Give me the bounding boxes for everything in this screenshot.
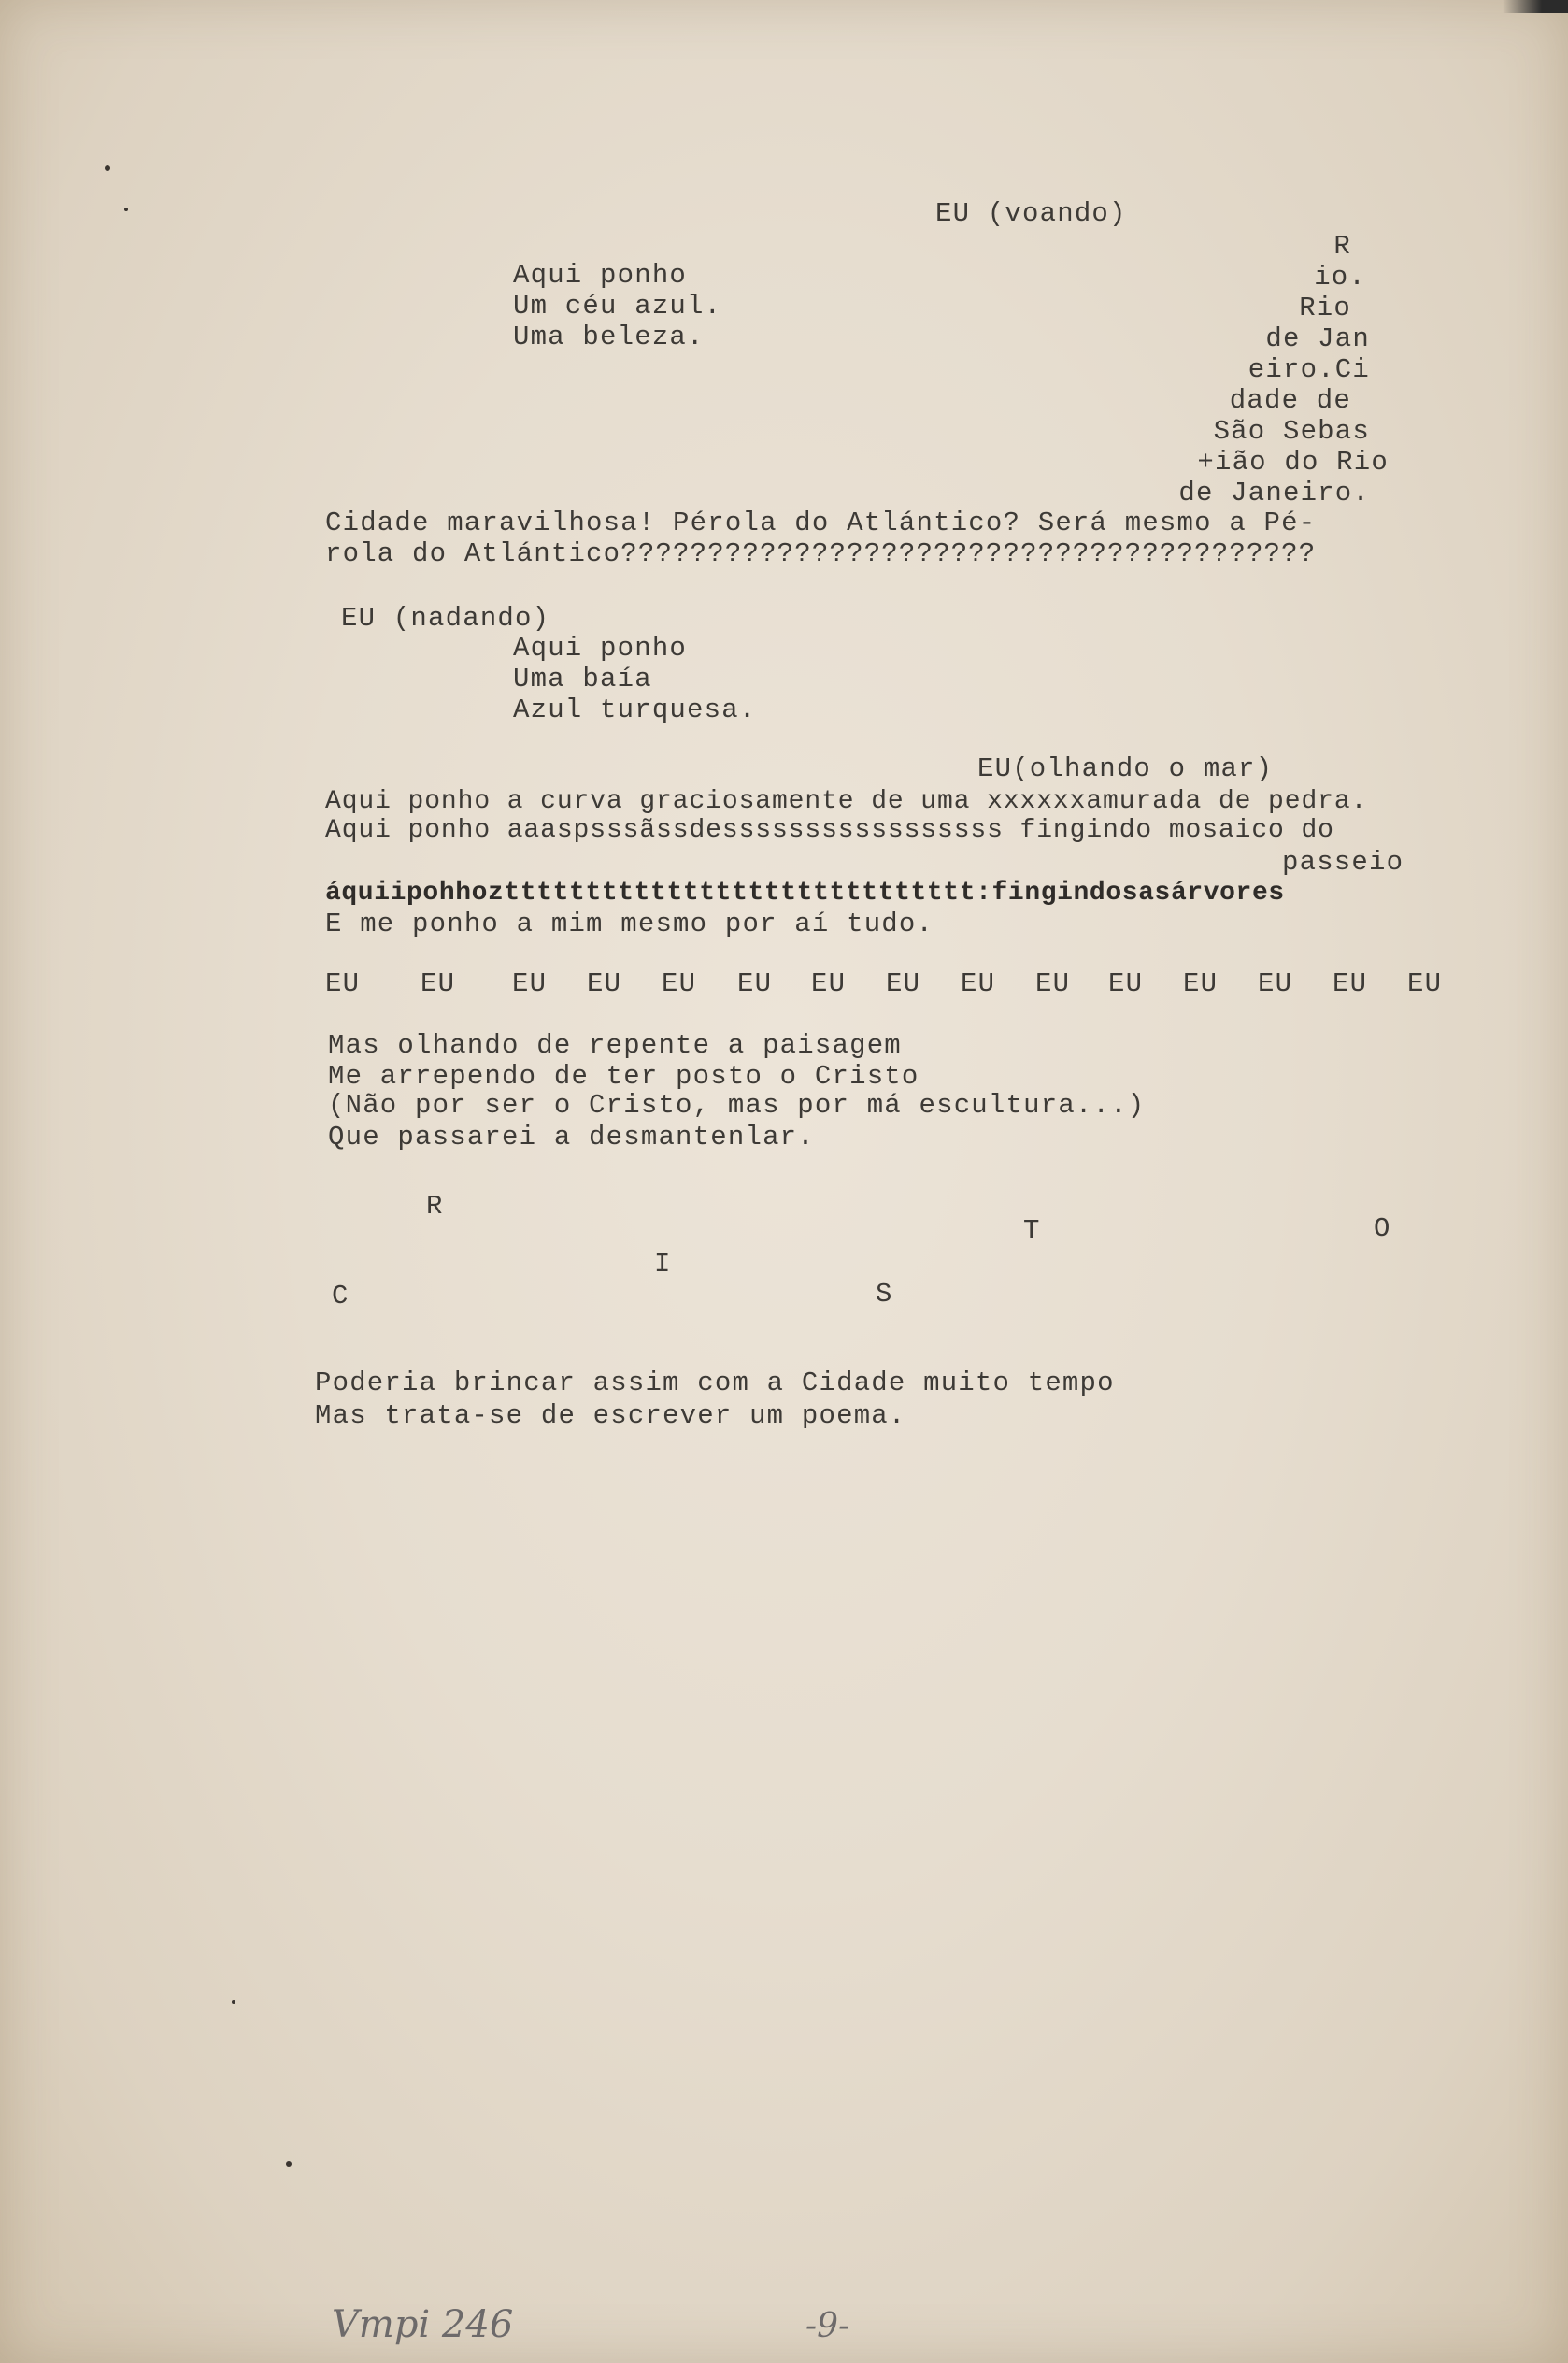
eu-word: EU [1183,968,1219,999]
rio-column-line: de Jan [1265,323,1370,354]
olhando-line: passeio [1282,847,1404,878]
closing-line: Mas trata-se de escrever um poema. [315,1400,906,1431]
eu-word: EU [1407,968,1443,999]
eu-word: EU [662,968,697,999]
scan-edge-shadow [1503,0,1568,13]
rio-column-line: R [1333,231,1351,262]
rio-column-line: +ião do Rio [1197,447,1389,478]
rio-column-line: São Sebas [1213,416,1370,447]
heading-eu-olhando: EU(olhando o mar) [977,753,1274,784]
eu-word: EU [325,968,361,999]
eu-word: EU [811,968,847,999]
cristo-stanza-line: Mas olhando de repente a paisagem [328,1030,902,1061]
cristo-letter: R [426,1191,444,1222]
eu-word: EU [1258,968,1293,999]
cristo-stanza-line: Me arrependo de ter posto o Cristo [328,1061,919,1092]
rio-column-line: eiro.Ci [1247,354,1370,385]
cristo-letter: C [332,1281,349,1311]
perola-line: Cidade maravilhosa! Pérola do Atlántico? Será mesmo a Pé- [325,508,1317,538]
heading-eu-nadando: EU (nadando) [341,603,550,634]
eu-row [325,968,1456,1002]
handwritten-page-number: -9- [805,2307,850,2345]
eu-word: EU [1333,968,1368,999]
eu-word: EU [512,968,548,999]
cristo-letter: O [1374,1213,1391,1244]
eu-word: EU [1108,968,1144,999]
olhando-line: E me ponho a mim mesmo por aí tudo. [325,909,934,939]
cristo-stanza-line: Que passarei a desmantenlar. [328,1122,815,1153]
cristo-letter: S [876,1279,893,1310]
rio-column-line: dade de [1229,385,1351,416]
olhando-line: Aqui ponho aaaspsssãssdesssssssssssssssss fingindo mosaico do [325,816,1334,845]
rio-column-line: io. [1314,262,1366,293]
eu-word: EU [737,968,773,999]
nadando-line: Uma baía [513,664,652,695]
cristo-letter: T [1023,1215,1041,1246]
ink-speck [105,165,110,171]
nadando-line: Aqui ponho [513,633,688,664]
stanza1-line: Um céu azul. [513,291,722,322]
heading-eu-voando: EU (voando) [935,198,1127,229]
eu-word: EU [587,968,622,999]
cristo-stanza-line: (Não por ser o Cristo, mas por má escultura...) [328,1090,1146,1121]
eu-word: EU [421,968,456,999]
eu-word: EU [1035,968,1071,999]
ink-speck [232,2000,235,2004]
eu-word: EU [961,968,996,999]
closing-line: Poderia brincar assim com a Cidade muito tempo [315,1368,1115,1398]
ink-speck [124,208,128,211]
handwritten-catalog-number: Vmpi 246 [332,2303,514,2346]
stanza1-line: Aqui ponho [513,260,688,291]
struck-over-line: áquiipohhozttttttttttttttttttttttttttttt:fingindosasárvores [325,879,1285,908]
perola-line: rola do Atlántico???????????????????????????????????????? [325,538,1317,569]
ink-speck [286,2161,292,2167]
rio-column-line: Rio [1299,293,1351,323]
rio-column-line: de Janeiro. [1178,478,1370,508]
eu-word: EU [886,968,921,999]
stanza1-line: Uma beleza. [513,322,705,352]
nadando-line: Azul turquesa. [513,695,757,725]
cristo-letter: I [654,1249,672,1280]
olhando-line: Aqui ponho a curva graciosamente de uma xxxxxxamurada de pedra. [325,787,1368,816]
